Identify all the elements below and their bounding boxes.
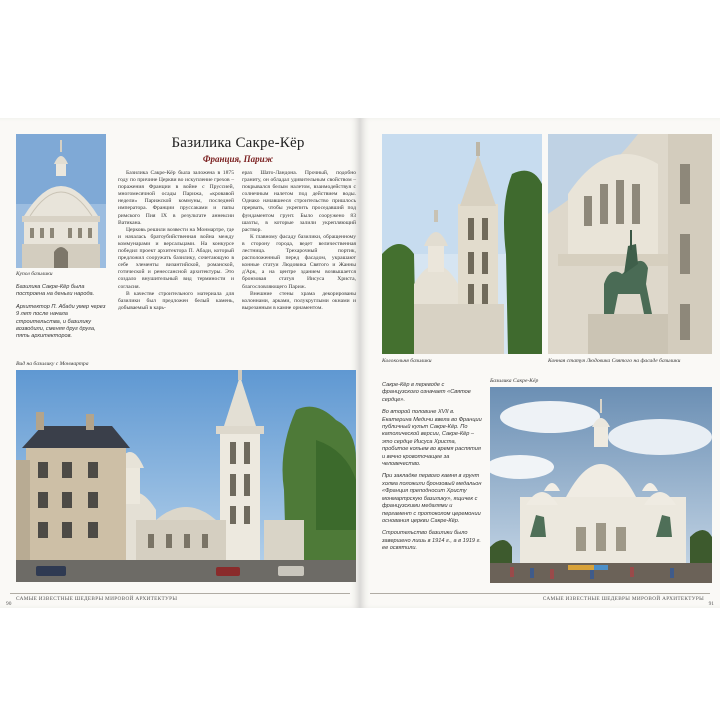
text-column-2: [242, 170, 356, 312]
right-note-paragraph: Сакре-Кёр в переводе с французского означает «Святое сердце».: [382, 382, 471, 403]
left-running-footer: САМЫЕ ИЗВЕСТНЫЕ ШЕДЕВРЫ МИРОВОЙ АРХИТЕКТУРЫ: [16, 596, 178, 602]
bell-tower-illustration: [382, 134, 542, 354]
body-paragraph: Базилика Сакре-Кёр была заложена в 1875 году по причине Церкви во искупление грехов – поражения Франции в войне с Пруссией, многомесячной осады Парижа, «кровавой недели» Парижской коммуны, последней императора. Франции пруссаками и папы римского Пия IX в результате аннексии Ватикана.: [118, 170, 234, 226]
left-note-paragraph: Архитектор П. Абади умер через 9 лет после начала строительства, и базилику возводили, сменяя друг друга, пять архитекторов.: [16, 303, 106, 340]
body-paragraph: Внешние стены храма декорированы колоннами, арками, полукруглыми окнами и вырезанным в камне орнаментом.: [242, 290, 356, 311]
basilica-photo: [490, 387, 712, 583]
left-note-paragraph: Базилика Сакре-Кёр была построена на деньги народа.: [16, 284, 95, 298]
body-paragraph: К главному фасаду базилики, обращенному в сторону города, ведет величественная лестница. Трехарочный портик, расположенный перед фасадом, украшают конные статуи Людовика Святого и Жанны д'Арк, а на центре зданием возвышается бронзовая статуя Иисуса Христа, благословляющего Париж.: [242, 233, 356, 290]
left-page-number: 90: [6, 601, 12, 607]
bell-tower-photo: [382, 134, 542, 354]
right-footer-rule: [370, 593, 710, 594]
view-caption: Вид на базилику с Монмартра: [16, 361, 89, 367]
right-note-paragraph: Во второй половине XVII в. Екатерина Медичи ввела во Франции публичный культ Сакре-Кёр. По католической версии, Сакре-Кёр – это сердце Иисуса Христа, пробитое копьем во время распятия и вечно кровоточащее за человечество.: [382, 409, 482, 468]
basilica-view-photo: [16, 370, 356, 582]
body-paragraph: ерах Шато-Ландона. Прочный, подобно граниту, он обладал удивительным свойством – покрывался белым налетом, взаимодействуя с солнечным налетом под действием воды. Однако начавшееся строительство пришлось прервать, чтобы укрепить проседавший под фундаментом грунт. Было сооружено 83 шахты, в которые залили укрепляющий раствор.: [242, 170, 356, 233]
bell-tower-caption: Колокольня базилики: [382, 358, 432, 364]
basilica-illustration: [490, 387, 712, 583]
article-title: Базилика Сакре-Кёр: [171, 135, 305, 151]
dome-photo: [16, 134, 106, 268]
right-running-footer: САМЫЕ ИЗВЕСТНЫЕ ШЕДЕВРЫ МИРОВОЙ АРХИТЕКТУРЫ: [542, 596, 704, 602]
text-column-1: [118, 170, 234, 312]
right-page: [360, 118, 720, 608]
body-paragraph: Церковь решили возвести на Монмартре, где и началась братоубийственная война между коммунарами и версальцами. На конкурсе победил проект архитектора П. Абади, который предложил сооружать базилику, сочетающую в себе элементы византийской, романской, готической и ренессансной архитектуры. Это создало внушительный вид терминости и согласия.: [118, 226, 234, 290]
left-footer-rule: [10, 593, 350, 594]
dome-illustration: [16, 134, 106, 268]
equestrian-statue-photo: [548, 134, 712, 354]
equestrian-statue-illustration: [548, 134, 712, 354]
dome-caption: Купол базилики: [16, 271, 53, 277]
right-page-number: 91: [708, 601, 714, 607]
right-sidebar-note: [382, 382, 482, 558]
statue-caption: Конная статуя Людовика Святого на фасаде базилики: [548, 358, 681, 364]
left-page: [0, 118, 360, 608]
right-note-paragraph: Строительство базилики было завершено лишь в 1914 г., а в 1919 г. ее освятили.: [382, 530, 481, 552]
right-note-paragraph: При закладке первого камня в грунт холма положили бронзовый медальон «Франция преподносит Христу монмартрскую базилику», ящичек с французскими медалями и пергамент с протоколом церемонии основания церкви Сакре-Кёр.: [382, 473, 482, 524]
body-paragraph: В качестве строительного материала для базилики был предложен белый камень, добываемый в карь-: [118, 290, 234, 311]
montmartre-street-illustration: [16, 370, 356, 582]
book-spread: [0, 118, 720, 608]
left-sidebar-note: [16, 284, 108, 346]
basilica-caption: Базилика Сакре-Кёр: [490, 378, 539, 384]
article-subtitle: Франция, Париж: [202, 154, 274, 164]
